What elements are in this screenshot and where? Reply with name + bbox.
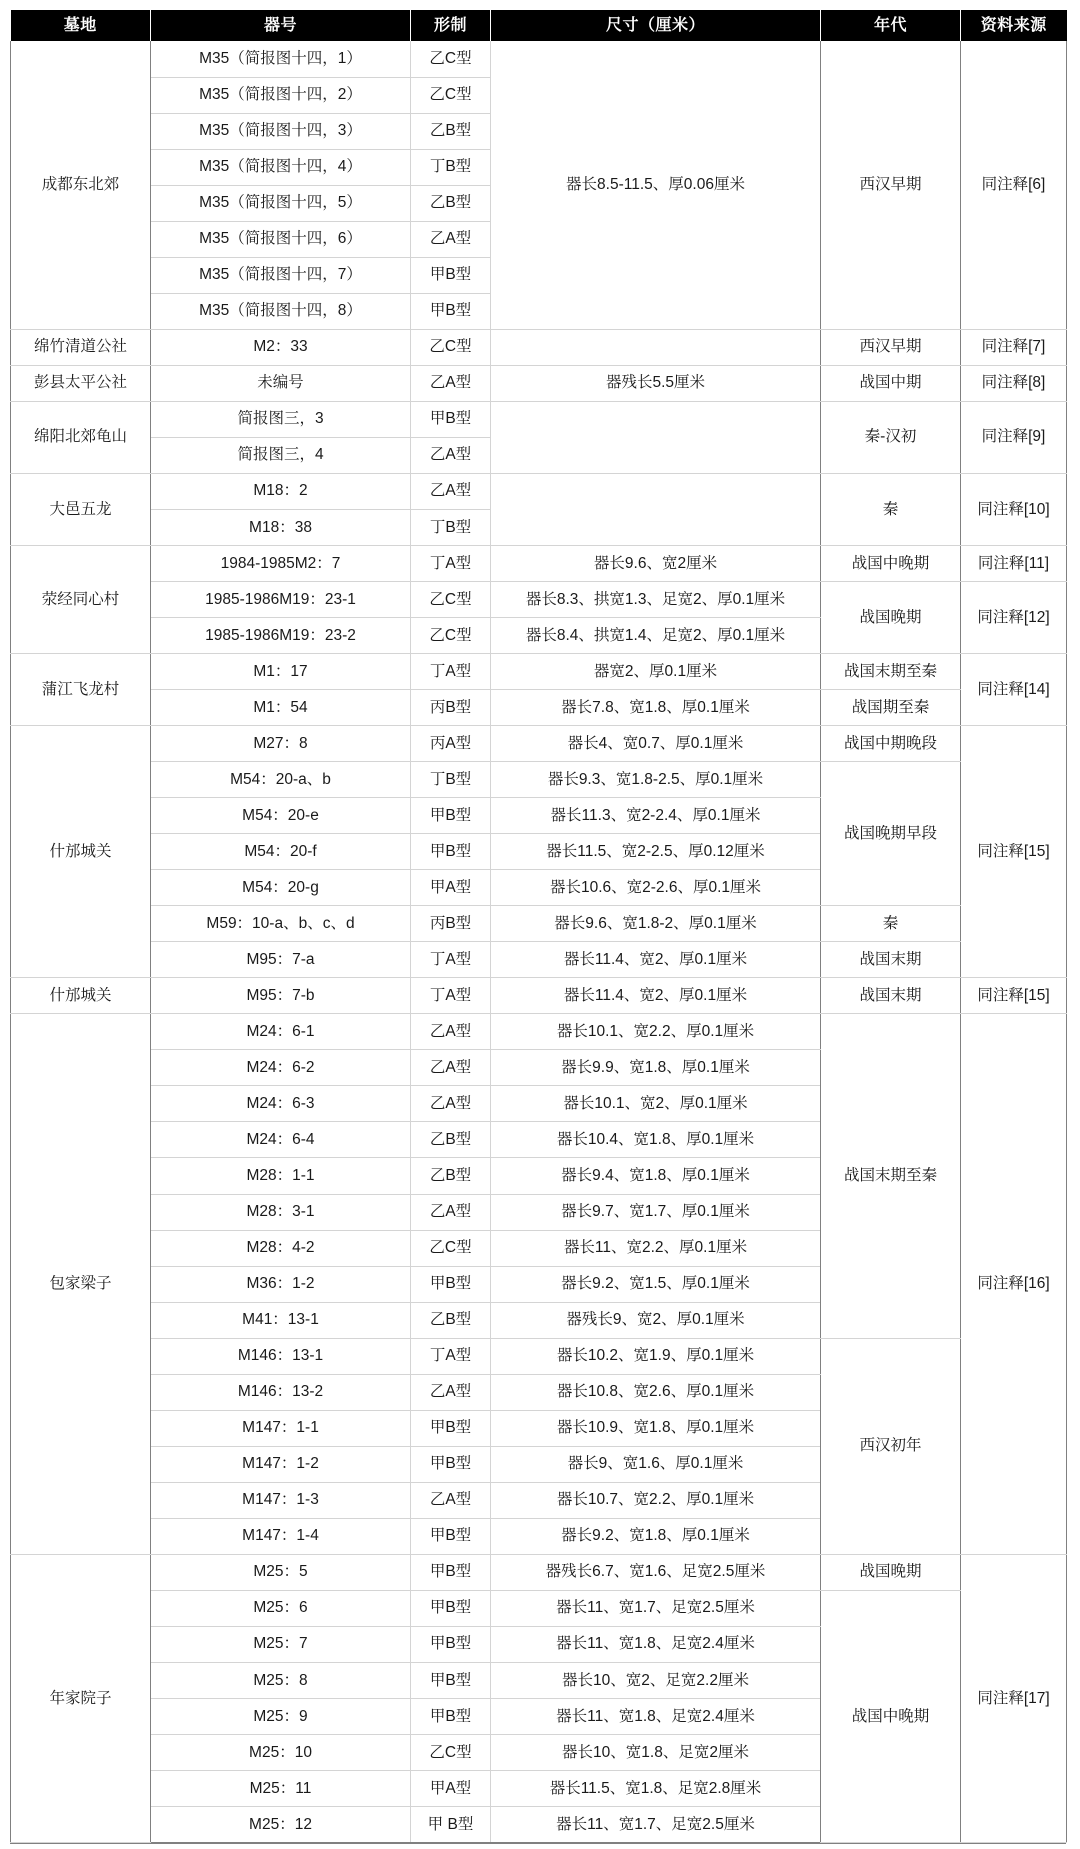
cell-form: 甲B型 [411,1590,491,1626]
column-header-source: 资料来源 [961,10,1067,41]
cell-form: 甲B型 [411,798,491,834]
cell-site: 成都东北郊 [11,41,151,329]
cell-era: 西汉早期 [821,329,961,365]
table-row [11,1554,1067,1590]
cell-form: 甲B型 [411,834,491,870]
cell-number: M25：5 [151,1554,411,1590]
cell-size: 器长8.5-11.5、厚0.06厘米 [491,41,821,329]
table-row [11,365,1067,401]
cell-era: 战国末期至秦 [821,1014,961,1338]
cell-size: 器长9.4、宽1.8、厚0.1厘米 [491,1158,821,1194]
cell-number: M18：38 [151,509,411,545]
cell-size: 器长4、宽0.7、厚0.1厘米 [491,726,821,762]
cell-number: M54：20-e [151,798,411,834]
cell-number: M146：13-1 [151,1338,411,1374]
table-row [11,690,1067,726]
cell-form: 乙B型 [411,1122,491,1158]
cell-number: M59：10-a、b、c、d [151,906,411,942]
column-header-number: 器号 [151,10,411,41]
cell-number: M35（简报图十四，3） [151,113,411,149]
cell-size: 器长7.8、宽1.8、厚0.1厘米 [491,690,821,726]
cell-source: 同注释[10] [961,473,1067,545]
cell-size [491,473,821,545]
cell-number: M25：10 [151,1734,411,1770]
cell-form: 甲B型 [411,1446,491,1482]
cell-form: 乙A型 [411,365,491,401]
table-row [11,942,1067,978]
cell-number: M25：11 [151,1771,411,1807]
cell-era: 战国中晚期 [821,545,961,581]
cell-site: 蒲江飞龙村 [11,654,151,726]
cell-number: 1984-1985M2：7 [151,545,411,581]
cell-size: 器残长9、宽2、厚0.1厘米 [491,1302,821,1338]
cell-form: 甲B型 [411,1410,491,1446]
table-row [11,545,1067,581]
cell-number: M35（简报图十四，8） [151,293,411,329]
cell-site: 包家梁子 [11,1014,151,1554]
cell-form: 甲B型 [411,401,491,437]
cell-form: 甲B型 [411,1698,491,1734]
cell-site: 什邡城关 [11,978,151,1014]
cell-size: 器长11、宽1.8、足宽2.4厘米 [491,1698,821,1734]
cell-size: 器长10.7、宽2.2、厚0.1厘米 [491,1482,821,1518]
table-header [11,10,1067,41]
cell-number: M27：8 [151,726,411,762]
cell-era: 战国晚期 [821,581,961,653]
cell-number: M25：7 [151,1626,411,1662]
cell-number: M35（简报图十四，1） [151,41,411,77]
table-row [11,1014,1067,1050]
cell-number: M147：1-4 [151,1518,411,1554]
cell-size: 器长9.6、宽2厘米 [491,545,821,581]
cell-size: 器长10.8、宽2.6、厚0.1厘米 [491,1374,821,1410]
cell-size: 器长11.4、宽2、厚0.1厘米 [491,978,821,1014]
cell-number: M35（简报图十四，2） [151,77,411,113]
cell-form: 乙A型 [411,1050,491,1086]
column-header-era: 年代 [821,10,961,41]
cell-number: M54：20-a、b [151,762,411,798]
cell-size: 器长10.1、宽2.2、厚0.1厘米 [491,1014,821,1050]
cell-form: 乙B型 [411,1158,491,1194]
cell-source: 同注释[9] [961,401,1067,473]
cell-era: 秦-汉初 [821,401,961,473]
cell-number: M54：20-g [151,870,411,906]
cell-number: 简报图三，4 [151,437,411,473]
cell-size: 器长11.5、宽1.8、足宽2.8厘米 [491,1771,821,1807]
cell-size: 器长9.2、宽1.8、厚0.1厘米 [491,1518,821,1554]
cell-form: 丙B型 [411,906,491,942]
cell-form: 丁B型 [411,762,491,798]
cell-site: 什邡城关 [11,726,151,978]
cell-form: 甲B型 [411,1626,491,1662]
header-row [11,10,1067,41]
cell-form: 乙A型 [411,1374,491,1410]
cell-form: 丁A型 [411,942,491,978]
cell-era: 西汉初年 [821,1338,961,1554]
cell-number: M28：4-2 [151,1230,411,1266]
table-row [11,978,1067,1014]
cell-form: 甲A型 [411,1771,491,1807]
cell-number: 简报图三，3 [151,401,411,437]
cell-source: 同注释[8] [961,365,1067,401]
cell-source: 同注释[12] [961,581,1067,653]
cell-form: 乙C型 [411,1734,491,1770]
cell-number: M24：6-3 [151,1086,411,1122]
cell-number: M24：6-4 [151,1122,411,1158]
cell-source: 同注释[6] [961,41,1067,329]
cell-form: 乙C型 [411,329,491,365]
table-row [11,41,1067,77]
cell-source: 同注释[11] [961,545,1067,581]
cell-size: 器长9.3、宽1.8-2.5、厚0.1厘米 [491,762,821,798]
cell-source: 同注释[16] [961,1014,1067,1554]
cell-size [491,401,821,473]
cell-size: 器长9.6、宽1.8-2、厚0.1厘米 [491,906,821,942]
cell-number: M25：8 [151,1662,411,1698]
cell-number: M95：7-b [151,978,411,1014]
cell-number: M25：6 [151,1590,411,1626]
cell-site: 彭县太平公社 [11,365,151,401]
cell-number: M28：3-1 [151,1194,411,1230]
cell-form: 甲 B型 [411,1807,491,1843]
cell-form: 丁B型 [411,509,491,545]
cell-source: 同注释[7] [961,329,1067,365]
cell-source: 同注释[17] [961,1554,1067,1842]
cell-form: 丁A型 [411,978,491,1014]
cell-site: 年家院子 [11,1554,151,1842]
table-bottom-rule [10,1843,1066,1844]
cell-form: 丙A型 [411,726,491,762]
cell-size: 器长9、宽1.6、厚0.1厘米 [491,1446,821,1482]
cell-number: M41：13-1 [151,1302,411,1338]
cell-era: 战国中期 [821,365,961,401]
table-row [11,329,1067,365]
cell-number: M35（简报图十四，5） [151,185,411,221]
cell-number: M36：1-2 [151,1266,411,1302]
cell-number: M18：2 [151,473,411,509]
cell-form: 乙A型 [411,1482,491,1518]
cell-number: M35（简报图十四，7） [151,257,411,293]
cell-number: M25：12 [151,1807,411,1843]
table-row [11,581,1067,617]
cell-number: M146：13-2 [151,1374,411,1410]
cell-form: 乙A型 [411,473,491,509]
cell-form: 乙C型 [411,1230,491,1266]
cell-size: 器长10.9、宽1.8、厚0.1厘米 [491,1410,821,1446]
cell-size: 器长9.9、宽1.8、厚0.1厘米 [491,1050,821,1086]
cell-form: 甲B型 [411,1662,491,1698]
cell-number: M35（简报图十四，4） [151,149,411,185]
table-body [11,41,1067,1843]
cell-form: 甲B型 [411,1518,491,1554]
cell-era: 战国晚期 [821,1554,961,1590]
cell-size: 器长8.4、拱宽1.4、足宽2、厚0.1厘米 [491,618,821,654]
cell-number: M2：33 [151,329,411,365]
cell-form: 乙A型 [411,1086,491,1122]
cell-form: 乙C型 [411,77,491,113]
cell-number: M1：17 [151,654,411,690]
column-header-form: 形制 [411,10,491,41]
cell-site: 大邑五龙 [11,473,151,545]
cell-form: 甲B型 [411,293,491,329]
cell-size: 器长10.2、宽1.9、厚0.1厘米 [491,1338,821,1374]
cell-size: 器残长5.5厘米 [491,365,821,401]
cell-era: 战国期至秦 [821,690,961,726]
cell-number: M35（简报图十四，6） [151,221,411,257]
cell-number: M147：1-2 [151,1446,411,1482]
cell-site: 绵阳北郊龟山 [11,401,151,473]
cell-number: 1985-1986M19：23-1 [151,581,411,617]
cell-form: 甲B型 [411,1554,491,1590]
cell-number: M147：1-3 [151,1482,411,1518]
cell-size: 器长11、宽1.7、足宽2.5厘米 [491,1807,821,1843]
table-row [11,473,1067,509]
cell-form: 乙C型 [411,581,491,617]
table-row [11,401,1067,437]
burial-artifact-table [10,10,1067,1843]
cell-era: 战国末期 [821,978,961,1014]
table-row [11,726,1067,762]
cell-size: 器宽2、厚0.1厘米 [491,654,821,690]
cell-era: 战国晚期早段 [821,762,961,906]
cell-form: 乙B型 [411,113,491,149]
cell-source: 同注释[15] [961,726,1067,978]
cell-era: 秦 [821,473,961,545]
cell-source: 同注释[14] [961,654,1067,726]
cell-site: 绵竹清道公社 [11,329,151,365]
cell-form: 丁A型 [411,545,491,581]
cell-form: 甲A型 [411,870,491,906]
cell-number: M147：1-1 [151,1410,411,1446]
cell-site: 荥经同心村 [11,545,151,653]
cell-size: 器长9.7、宽1.7、厚0.1厘米 [491,1194,821,1230]
cell-size: 器长10.1、宽2、厚0.1厘米 [491,1086,821,1122]
cell-size: 器长10.4、宽1.8、厚0.1厘米 [491,1122,821,1158]
table-row [11,1338,1067,1374]
table-row [11,654,1067,690]
column-header-size: 尺寸（厘米） [491,10,821,41]
cell-era: 战国中晚期 [821,1590,961,1842]
table-row [11,906,1067,942]
cell-form: 甲B型 [411,1266,491,1302]
cell-size: 器长11、宽1.7、足宽2.5厘米 [491,1590,821,1626]
cell-form: 丁A型 [411,1338,491,1374]
cell-number: M54：20-f [151,834,411,870]
cell-form: 丁B型 [411,149,491,185]
cell-form: 乙A型 [411,1014,491,1050]
cell-number: M95：7-a [151,942,411,978]
cell-form: 丙B型 [411,690,491,726]
cell-form: 甲B型 [411,257,491,293]
cell-number: M24：6-1 [151,1014,411,1050]
cell-size [491,329,821,365]
cell-size: 器长11.5、宽2-2.5、厚0.12厘米 [491,834,821,870]
cell-era: 战国末期至秦 [821,654,961,690]
cell-size: 器长10、宽2、足宽2.2厘米 [491,1662,821,1698]
cell-size: 器长10、宽1.8、足宽2厘米 [491,1734,821,1770]
cell-size: 器长11.4、宽2、厚0.1厘米 [491,942,821,978]
cell-form: 丁A型 [411,654,491,690]
cell-form: 乙C型 [411,618,491,654]
table-row [11,1590,1067,1626]
cell-form: 乙A型 [411,437,491,473]
cell-size: 器长11、宽1.8、足宽2.4厘米 [491,1626,821,1662]
cell-era: 战国中期晚段 [821,726,961,762]
cell-size: 器长8.3、拱宽1.3、足宽2、厚0.1厘米 [491,581,821,617]
cell-size: 器长9.2、宽1.5、厚0.1厘米 [491,1266,821,1302]
cell-form: 乙A型 [411,221,491,257]
cell-number: M28：1-1 [151,1158,411,1194]
cell-number: M1：54 [151,690,411,726]
cell-number: M24：6-2 [151,1050,411,1086]
cell-size: 器长11.3、宽2-2.4、厚0.1厘米 [491,798,821,834]
cell-size: 器长11、宽2.2、厚0.1厘米 [491,1230,821,1266]
cell-source: 同注释[15] [961,978,1067,1014]
cell-era: 西汉早期 [821,41,961,329]
cell-number: M25：9 [151,1698,411,1734]
cell-form: 乙B型 [411,185,491,221]
column-header-site: 墓地 [11,10,151,41]
cell-number: 未编号 [151,365,411,401]
cell-number: 1985-1986M19：23-2 [151,618,411,654]
cell-size: 器残长6.7、宽1.6、足宽2.5厘米 [491,1554,821,1590]
cell-form: 乙B型 [411,1302,491,1338]
cell-size: 器长10.6、宽2-2.6、厚0.1厘米 [491,870,821,906]
table-row [11,762,1067,798]
cell-era: 秦 [821,906,961,942]
cell-form: 乙A型 [411,1194,491,1230]
cell-era: 战国末期 [821,942,961,978]
cell-form: 乙C型 [411,41,491,77]
